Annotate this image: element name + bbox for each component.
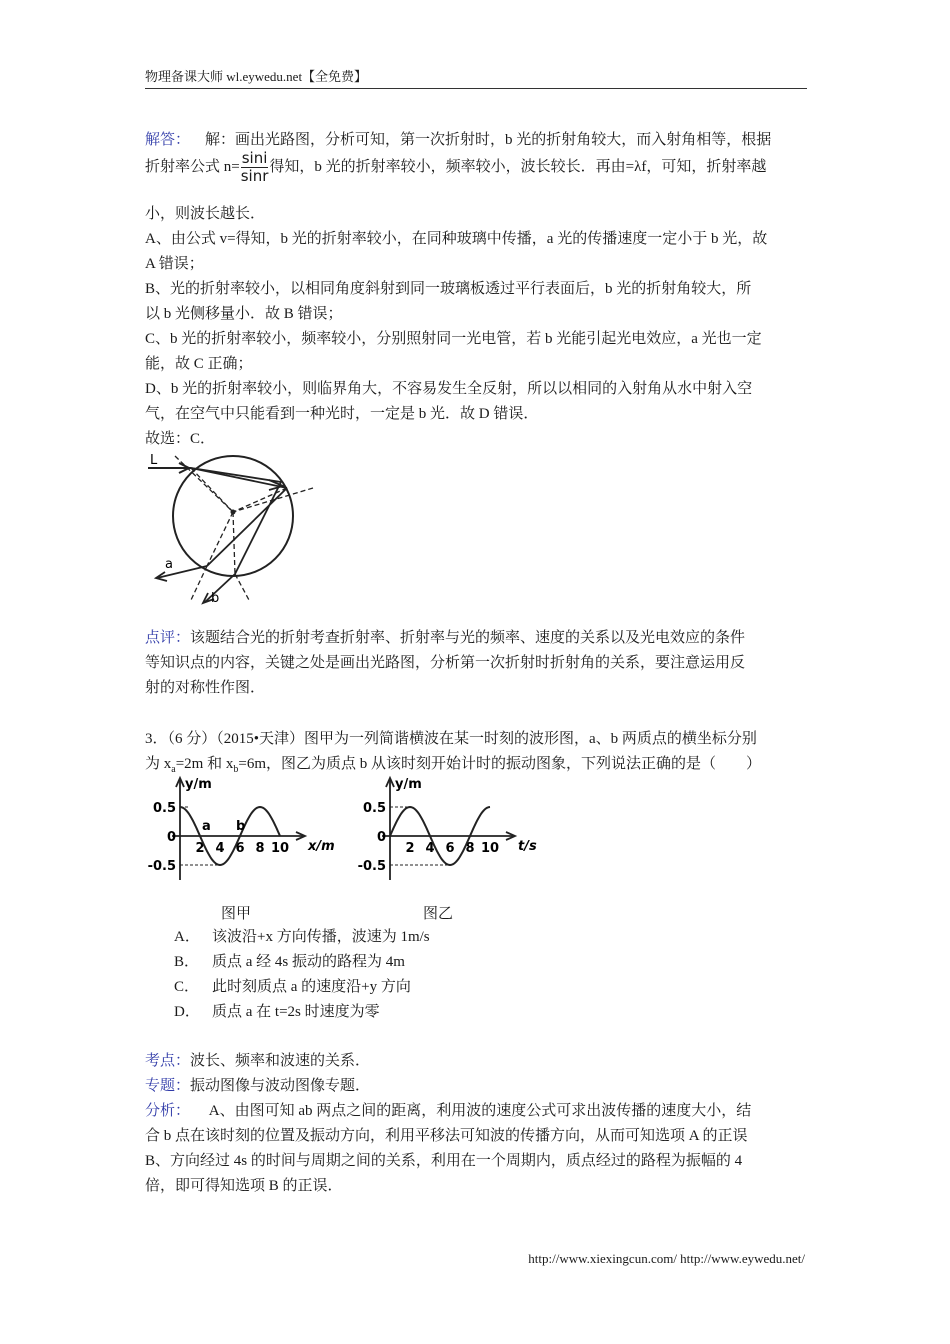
x-axis-label: t/s (518, 839, 537, 854)
light-path-diagram (145, 450, 315, 610)
option-a (174, 925, 430, 946)
comment-line-3: 射的对称性作图． (145, 680, 266, 696)
x-tick-label: 8 (465, 841, 475, 856)
option-b (174, 950, 405, 971)
comment-text: 该题结合光的折射考查折射率、折射率与光的频率、速度的关系以及光电效应的条件 (190, 630, 746, 646)
x-tick-label: 6 (445, 841, 455, 856)
x-tick-label: 2 (405, 841, 415, 856)
kaodian-line (145, 1049, 370, 1070)
q3-text-a: 为 x (145, 756, 172, 772)
y-axis-label: y/m (395, 777, 422, 792)
wave-chart-right (350, 772, 550, 890)
y-tick-label: 0.5 (152, 801, 176, 816)
option-c (174, 975, 411, 996)
label-b: b (211, 591, 220, 606)
wave-chart-left (140, 772, 340, 890)
reflected-ray-a (207, 488, 287, 566)
x-tick-label: 10 (480, 841, 500, 856)
x-tick-label: 6 (235, 841, 245, 856)
refraction-fraction (241, 150, 269, 185)
fenxi-line-4: 倍，即可得知选项 B 的正误． (145, 1178, 343, 1194)
fenxi-line-2: 合 b 点在该时刻的位置及振动方向，利用平移法可知波的传播方向，从而可知选项 A 的正误 (145, 1128, 748, 1144)
point-a-label: a (202, 819, 211, 834)
answer-line-6: B、光的折射率较小，以相同角度斜射到同一玻璃板透过平行表面后，b 光的折射角较大，所 (145, 281, 752, 297)
option-key: D． (174, 1004, 200, 1020)
answer-line-4: A、由公式 v=得知，b 光的折射率较小，在同种玻璃中传播，a 光的传播速度一定小于 b 光，故 (145, 231, 768, 247)
answer-line-2 (145, 150, 766, 185)
option-key: B． (174, 954, 200, 970)
answer-text: 解：画出光路图，分析可知，第一次折射时，b 光的折射角较大，而入射角相等，根据 (205, 132, 772, 148)
y-tick-label: -0.5 (357, 859, 386, 874)
page-footer (528, 1251, 805, 1267)
answer-line-11: 气，在空气中只能看到一种光时，一定是 b 光．故 D 错误． (145, 406, 539, 422)
page-header (145, 66, 807, 89)
answer-line-10: D、b 光的折射率较小，则临界角大，不容易发生全反射，所以以相同的入射角从水中射入空 (145, 381, 753, 397)
x-tick-label: 2 (195, 841, 205, 856)
x-tick-label: 8 (255, 841, 265, 856)
question-3-line-1: 3．（6 分）（2015•天津）图甲为一列简谐横波在某一时刻的波形图，a、b 两质点的横坐标分别 (145, 731, 757, 747)
answer-line-1 (145, 128, 771, 149)
comment-label: 点评： (145, 630, 191, 646)
option-key: C． (174, 979, 200, 995)
q3-text-b: =2m 和 x (175, 756, 234, 772)
formula-suffix: 得知，b 光的折射率较小，频率较小，波长较长．再由=λf，可知，折射率越 (269, 158, 767, 175)
kaodian-label: 考点： (145, 1053, 191, 1069)
zhuanti-line (145, 1074, 370, 1095)
fraction-denominator: sinr (240, 167, 269, 185)
fenxi-label: 分析： (145, 1103, 191, 1119)
answer-choice: 故选：C． (145, 431, 216, 447)
comment-line-1 (145, 626, 745, 647)
answer-line-7: 以 b 光侧移量小．故 B 错误； (145, 306, 343, 322)
option-text: 质点 a 在 t=2s 时速度为零 (212, 1004, 380, 1020)
answer-label: 解答： (145, 132, 191, 148)
sphere-center (231, 510, 236, 515)
fenxi-line-3: B、方向经过 4s 的时间与周期之间的关系，利用在一个周期内，质点经过的路程为振幅的 4 (145, 1153, 743, 1169)
zhuanti-text: 振动图像与波动图像专题． (190, 1078, 371, 1094)
label-a: a (165, 557, 173, 572)
x-axis-label: x/m (308, 839, 335, 854)
answer-line-8: C、b 光的折射率较小，频率较小，分别照射同一光电管，若 b 光能引起光电效应，a 光也一定 (145, 331, 762, 347)
comment-line-2: 等知识点的内容，关键之处是画出光路图，分析第一次折射时折射角的关系，要注意运用反 (145, 655, 746, 671)
option-d (174, 1000, 380, 1021)
label-L: L (150, 453, 158, 468)
footer-text: http://www.xiexingcun.com/ http://www.eywedu.net/ (528, 1251, 805, 1266)
caption-left: 图甲 (221, 904, 252, 922)
exit-ray-b (205, 574, 235, 602)
y-tick-label: 0 (376, 830, 386, 845)
answer-line-9: 能，故 C 正确； (145, 356, 253, 372)
answer-line-3: 小，则波长越长． (145, 206, 266, 222)
q3-sub-b: b (233, 764, 239, 775)
fenxi-line-1 (145, 1099, 751, 1120)
q3-sub-a: a (171, 764, 176, 775)
caption-right: 图乙 (423, 904, 454, 922)
fenxi-text: A、由图可知 ab 两点之间的距离，利用波的速度公式可求出波传播的速度大小，结 (208, 1103, 752, 1119)
y-tick-label: 0.5 (362, 801, 386, 816)
x-tick-label: 4 (215, 841, 225, 856)
zhuanti-label: 专题： (145, 1078, 191, 1094)
option-text: 此时刻质点 a 的速度沿+y 方向 (212, 979, 411, 995)
header-text: 物理备课大师 wl.eywedu.net【全免费】 (145, 69, 368, 84)
ray-inside-2 (191, 468, 281, 482)
option-key: A． (174, 929, 200, 945)
y-axis-label: y/m (185, 777, 212, 792)
point-b-label: b (236, 819, 246, 834)
option-text: 该波沿+x 方向传播，波速为 1m/s (212, 929, 430, 945)
formula-prefix: 折射率公式 n= (145, 158, 240, 175)
x-tick-label: 4 (425, 841, 435, 856)
y-tick-label: 0 (166, 830, 176, 845)
answer-line-5: A 错误； (145, 256, 204, 272)
q3-text-c: =6m，图乙为质点 b 从该时刻开始计时的振动图象，下列说法正确的是（ ） (238, 756, 761, 772)
option-text: 质点 a 经 4s 振动的路程为 4m (212, 954, 405, 970)
kaodian-text: 波长、频率和波速的关系． (190, 1053, 371, 1069)
fraction-numerator: sini (241, 149, 268, 167)
x-tick-label: 10 (270, 841, 290, 856)
y-tick-label: -0.5 (147, 859, 176, 874)
